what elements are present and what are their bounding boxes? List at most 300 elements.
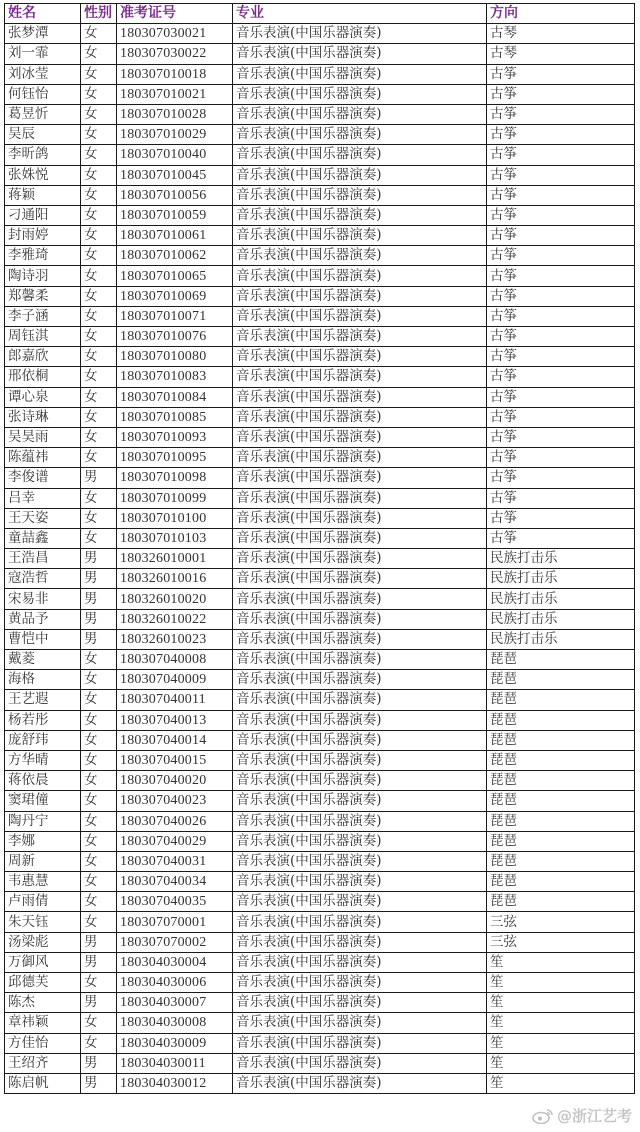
table-row	[5, 1033, 635, 1053]
table-row	[5, 1073, 635, 1093]
cell-exam-id: 180307010100	[117, 508, 233, 528]
cell-major: 音乐表演(中国乐器演奏)	[233, 690, 487, 710]
cell-direction: 古筝	[487, 528, 635, 548]
table-row	[5, 872, 635, 892]
cell-major: 音乐表演(中国乐器演奏)	[233, 64, 487, 84]
cell-major: 音乐表演(中国乐器演奏)	[233, 609, 487, 629]
cell-exam-id: 180307040023	[117, 791, 233, 811]
cell-name: 宋易非	[5, 589, 81, 609]
cell-major: 音乐表演(中国乐器演奏)	[233, 24, 487, 44]
cell-gender: 女	[81, 104, 117, 124]
cell-gender: 男	[81, 993, 117, 1013]
cell-exam-id: 180307010099	[117, 488, 233, 508]
table-row	[5, 952, 635, 972]
cell-gender: 女	[81, 1013, 117, 1033]
cell-exam-id: 180307040013	[117, 710, 233, 730]
cell-direction: 古筝	[487, 427, 635, 447]
cell-exam-id: 180307040020	[117, 771, 233, 791]
table-row	[5, 730, 635, 750]
cell-exam-id: 180326010022	[117, 609, 233, 629]
cell-exam-id: 180307010056	[117, 185, 233, 205]
cell-gender: 女	[81, 145, 117, 165]
table-row	[5, 367, 635, 387]
cell-gender: 女	[81, 912, 117, 932]
cell-exam-id: 180307010062	[117, 246, 233, 266]
cell-major: 音乐表演(中国乐器演奏)	[233, 892, 487, 912]
cell-gender: 女	[81, 851, 117, 871]
table-row	[5, 670, 635, 690]
table-row	[5, 1013, 635, 1033]
cell-direction: 古筝	[487, 327, 635, 347]
cell-direction: 笙	[487, 1013, 635, 1033]
cell-major: 音乐表演(中国乐器演奏)	[233, 710, 487, 730]
cell-gender: 女	[81, 892, 117, 912]
cell-gender: 女	[81, 1033, 117, 1053]
cell-name: 王天姿	[5, 508, 81, 528]
cell-direction: 古筝	[487, 125, 635, 145]
cell-direction: 古筝	[487, 266, 635, 286]
cell-exam-id: 180307010059	[117, 205, 233, 225]
cell-gender: 女	[81, 407, 117, 427]
cell-name: 陈启帆	[5, 1073, 81, 1093]
cell-major: 音乐表演(中国乐器演奏)	[233, 771, 487, 791]
cell-major: 音乐表演(中国乐器演奏)	[233, 549, 487, 569]
cell-gender: 女	[81, 448, 117, 468]
watermark	[532, 1105, 632, 1126]
cell-name: 张诗琳	[5, 407, 81, 427]
cell-major: 音乐表演(中国乐器演奏)	[233, 468, 487, 488]
cell-major: 音乐表演(中国乐器演奏)	[233, 125, 487, 145]
cell-gender: 女	[81, 246, 117, 266]
cell-major: 音乐表演(中国乐器演奏)	[233, 1073, 487, 1093]
cell-exam-id: 180307040011	[117, 690, 233, 710]
cell-name: 吕幸	[5, 488, 81, 508]
cell-gender: 女	[81, 266, 117, 286]
table-row	[5, 407, 635, 427]
cell-exam-id: 180304030008	[117, 1013, 233, 1033]
cell-gender: 男	[81, 609, 117, 629]
header-major: 专业	[233, 4, 487, 24]
table-row	[5, 387, 635, 407]
cell-direction: 笙	[487, 1053, 635, 1073]
cell-exam-id: 180307010103	[117, 528, 233, 548]
cell-exam-id: 180307040029	[117, 831, 233, 851]
table-row	[5, 205, 635, 225]
cell-major: 音乐表演(中国乐器演奏)	[233, 84, 487, 104]
cell-exam-id: 180304030007	[117, 993, 233, 1013]
cell-name: 郎嘉欣	[5, 347, 81, 367]
cell-exam-id: 180304030004	[117, 952, 233, 972]
cell-exam-id: 180307040031	[117, 851, 233, 871]
cell-major: 音乐表演(中国乐器演奏)	[233, 145, 487, 165]
table-row	[5, 851, 635, 871]
cell-major: 音乐表演(中国乐器演奏)	[233, 912, 487, 932]
cell-major: 音乐表演(中国乐器演奏)	[233, 569, 487, 589]
cell-gender: 女	[81, 427, 117, 447]
table-row	[5, 993, 635, 1013]
cell-name: 陈杰	[5, 993, 81, 1013]
cell-major: 音乐表演(中国乐器演奏)	[233, 750, 487, 770]
cell-exam-id: 180307010076	[117, 327, 233, 347]
table-row	[5, 64, 635, 84]
table-row	[5, 609, 635, 629]
cell-name: 郑馨柔	[5, 286, 81, 306]
table-row	[5, 327, 635, 347]
header-name: 姓名	[5, 4, 81, 24]
cell-major: 音乐表演(中国乐器演奏)	[233, 791, 487, 811]
cell-direction: 民族打击乐	[487, 629, 635, 649]
cell-direction: 古筝	[487, 448, 635, 468]
table-row	[5, 24, 635, 44]
table-row	[5, 104, 635, 124]
cell-name: 戴菱	[5, 650, 81, 670]
table-row	[5, 44, 635, 64]
table-row	[5, 831, 635, 851]
cell-major: 音乐表演(中国乐器演奏)	[233, 528, 487, 548]
cell-name: 朱天钰	[5, 912, 81, 932]
cell-name: 李雅琦	[5, 246, 81, 266]
cell-direction: 琵琶	[487, 851, 635, 871]
cell-exam-id: 180304030006	[117, 973, 233, 993]
cell-gender: 女	[81, 347, 117, 367]
cell-name: 陈蕴祎	[5, 448, 81, 468]
cell-name: 王浩昌	[5, 549, 81, 569]
header-direction: 方向	[487, 4, 635, 24]
cell-name: 蒋颖	[5, 185, 81, 205]
cell-gender: 女	[81, 286, 117, 306]
cell-major: 音乐表演(中国乐器演奏)	[233, 205, 487, 225]
cell-exam-id: 180307010098	[117, 468, 233, 488]
cell-direction: 琵琶	[487, 791, 635, 811]
cell-exam-id: 180307040014	[117, 730, 233, 750]
cell-name: 寇浩哲	[5, 569, 81, 589]
cell-name: 万御风	[5, 952, 81, 972]
cell-direction: 笙	[487, 1033, 635, 1053]
cell-direction: 古琴	[487, 44, 635, 64]
table-row	[5, 125, 635, 145]
cell-direction: 古筝	[487, 508, 635, 528]
cell-gender: 男	[81, 569, 117, 589]
cell-exam-id: 180307010095	[117, 448, 233, 468]
cell-direction: 古筝	[487, 387, 635, 407]
cell-exam-id: 180307010061	[117, 226, 233, 246]
cell-major: 音乐表演(中国乐器演奏)	[233, 427, 487, 447]
table-row	[5, 468, 635, 488]
cell-exam-id: 180307010080	[117, 347, 233, 367]
cell-gender: 女	[81, 387, 117, 407]
cell-direction: 古筝	[487, 226, 635, 246]
cell-exam-id: 180307010018	[117, 64, 233, 84]
table-row	[5, 347, 635, 367]
table-row	[5, 710, 635, 730]
cell-gender: 女	[81, 226, 117, 246]
cell-major: 音乐表演(中国乐器演奏)	[233, 347, 487, 367]
table-row	[5, 226, 635, 246]
cell-gender: 女	[81, 306, 117, 326]
table-header-row	[5, 4, 635, 24]
cell-name: 童喆鑫	[5, 528, 81, 548]
cell-name: 封雨婷	[5, 226, 81, 246]
cell-major: 音乐表演(中国乐器演奏)	[233, 508, 487, 528]
cell-gender: 女	[81, 84, 117, 104]
table-row	[5, 791, 635, 811]
table-row	[5, 690, 635, 710]
cell-name: 葛昱忻	[5, 104, 81, 124]
table-row	[5, 145, 635, 165]
cell-major: 音乐表演(中国乐器演奏)	[233, 872, 487, 892]
cell-exam-id: 180304030011	[117, 1053, 233, 1073]
cell-gender: 男	[81, 468, 117, 488]
cell-gender: 女	[81, 710, 117, 730]
cell-major: 音乐表演(中国乐器演奏)	[233, 1033, 487, 1053]
cell-name: 刘冰莹	[5, 64, 81, 84]
cell-direction: 琵琶	[487, 710, 635, 730]
cell-major: 音乐表演(中国乐器演奏)	[233, 993, 487, 1013]
cell-major: 音乐表演(中国乐器演奏)	[233, 589, 487, 609]
cell-direction: 三弦	[487, 912, 635, 932]
table-row	[5, 528, 635, 548]
cell-direction: 民族打击乐	[487, 569, 635, 589]
cell-exam-id: 180307030022	[117, 44, 233, 64]
cell-name: 邢依桐	[5, 367, 81, 387]
table-row	[5, 266, 635, 286]
cell-gender: 男	[81, 1073, 117, 1093]
cell-gender: 女	[81, 125, 117, 145]
cell-direction: 琵琶	[487, 670, 635, 690]
cell-gender: 女	[81, 811, 117, 831]
cell-exam-id: 180307040008	[117, 650, 233, 670]
cell-gender: 女	[81, 831, 117, 851]
cell-major: 音乐表演(中国乐器演奏)	[233, 327, 487, 347]
cell-direction: 古筝	[487, 367, 635, 387]
cell-major: 音乐表演(中国乐器演奏)	[233, 831, 487, 851]
cell-gender: 男	[81, 549, 117, 569]
roster-sheet	[4, 3, 634, 1094]
cell-direction: 笙	[487, 1073, 635, 1093]
cell-exam-id: 180307040034	[117, 872, 233, 892]
cell-name: 李昕鸽	[5, 145, 81, 165]
cell-direction: 琵琶	[487, 831, 635, 851]
cell-direction: 古筝	[487, 84, 635, 104]
cell-exam-id: 180307010085	[117, 407, 233, 427]
cell-name: 方佳怡	[5, 1033, 81, 1053]
cell-exam-id: 180307070002	[117, 932, 233, 952]
cell-major: 音乐表演(中国乐器演奏)	[233, 1013, 487, 1033]
cell-name: 刁通阳	[5, 205, 81, 225]
cell-major: 音乐表演(中国乐器演奏)	[233, 730, 487, 750]
cell-name: 庞舒玮	[5, 730, 81, 750]
cell-gender: 女	[81, 24, 117, 44]
cell-direction: 琵琶	[487, 650, 635, 670]
cell-exam-id: 180307010083	[117, 367, 233, 387]
table-row	[5, 912, 635, 932]
cell-major: 音乐表演(中国乐器演奏)	[233, 266, 487, 286]
table-row	[5, 448, 635, 468]
cell-gender: 女	[81, 730, 117, 750]
cell-exam-id: 180307040009	[117, 670, 233, 690]
cell-direction: 古筝	[487, 407, 635, 427]
cell-gender: 女	[81, 872, 117, 892]
cell-direction: 笙	[487, 952, 635, 972]
cell-direction: 民族打击乐	[487, 589, 635, 609]
table-row	[5, 165, 635, 185]
cell-direction: 古筝	[487, 165, 635, 185]
cell-major: 音乐表演(中国乐器演奏)	[233, 104, 487, 124]
cell-gender: 女	[81, 791, 117, 811]
cell-gender: 女	[81, 205, 117, 225]
table-row	[5, 427, 635, 447]
cell-direction: 民族打击乐	[487, 609, 635, 629]
cell-major: 音乐表演(中国乐器演奏)	[233, 932, 487, 952]
cell-major: 音乐表演(中国乐器演奏)	[233, 811, 487, 831]
cell-direction: 笙	[487, 993, 635, 1013]
cell-direction: 琵琶	[487, 892, 635, 912]
cell-exam-id: 180304030009	[117, 1033, 233, 1053]
table-row	[5, 488, 635, 508]
cell-major: 音乐表演(中国乐器演奏)	[233, 448, 487, 468]
table-row	[5, 1053, 635, 1073]
cell-gender: 男	[81, 1053, 117, 1073]
cell-major: 音乐表演(中国乐器演奏)	[233, 488, 487, 508]
cell-exam-id: 180307030021	[117, 24, 233, 44]
cell-major: 音乐表演(中国乐器演奏)	[233, 44, 487, 64]
header-exam-id: 准考证号	[117, 4, 233, 24]
cell-major: 音乐表演(中国乐器演奏)	[233, 851, 487, 871]
cell-name: 谭心泉	[5, 387, 81, 407]
table-row	[5, 973, 635, 993]
cell-major: 音乐表演(中国乐器演奏)	[233, 286, 487, 306]
table-body	[5, 24, 635, 1094]
cell-direction: 古筝	[487, 286, 635, 306]
cell-direction: 古筝	[487, 145, 635, 165]
cell-name: 杨若彤	[5, 710, 81, 730]
cell-name: 王艺遐	[5, 690, 81, 710]
cell-gender: 女	[81, 973, 117, 993]
table-row	[5, 185, 635, 205]
admission-roster-table	[4, 3, 635, 1094]
cell-gender: 男	[81, 589, 117, 609]
cell-exam-id: 180307010084	[117, 387, 233, 407]
cell-exam-id: 180307010069	[117, 286, 233, 306]
cell-gender: 男	[81, 629, 117, 649]
cell-major: 音乐表演(中国乐器演奏)	[233, 226, 487, 246]
cell-name: 蒋依晨	[5, 771, 81, 791]
cell-direction: 古筝	[487, 468, 635, 488]
cell-direction: 古筝	[487, 205, 635, 225]
cell-direction: 古筝	[487, 64, 635, 84]
cell-gender: 女	[81, 528, 117, 548]
table-row	[5, 932, 635, 952]
cell-direction: 古筝	[487, 347, 635, 367]
cell-name: 吴昊雨	[5, 427, 81, 447]
cell-name: 窦珺僮	[5, 791, 81, 811]
cell-major: 音乐表演(中国乐器演奏)	[233, 306, 487, 326]
cell-exam-id: 180307010071	[117, 306, 233, 326]
cell-name: 韦惠慧	[5, 872, 81, 892]
cell-major: 音乐表演(中国乐器演奏)	[233, 650, 487, 670]
cell-gender: 女	[81, 508, 117, 528]
table-row	[5, 589, 635, 609]
table-row	[5, 246, 635, 266]
cell-gender: 女	[81, 670, 117, 690]
table-row	[5, 892, 635, 912]
cell-exam-id: 180307010028	[117, 104, 233, 124]
cell-exam-id: 180307010093	[117, 427, 233, 447]
table-row	[5, 84, 635, 104]
cell-major: 音乐表演(中国乐器演奏)	[233, 973, 487, 993]
cell-major: 音乐表演(中国乐器演奏)	[233, 367, 487, 387]
cell-name: 张姝悦	[5, 165, 81, 185]
cell-direction: 古筝	[487, 488, 635, 508]
cell-direction: 琵琶	[487, 771, 635, 791]
cell-major: 音乐表演(中国乐器演奏)	[233, 952, 487, 972]
table-row	[5, 569, 635, 589]
cell-name: 刘一霏	[5, 44, 81, 64]
cell-major: 音乐表演(中国乐器演奏)	[233, 1053, 487, 1073]
cell-exam-id: 180307010045	[117, 165, 233, 185]
cell-gender: 女	[81, 185, 117, 205]
cell-gender: 女	[81, 165, 117, 185]
cell-gender: 女	[81, 650, 117, 670]
cell-name: 章祎颖	[5, 1013, 81, 1033]
watermark-text: @浙江艺考	[556, 1107, 632, 1125]
table-row	[5, 549, 635, 569]
cell-gender: 女	[81, 488, 117, 508]
cell-exam-id: 180307070001	[117, 912, 233, 932]
table-row	[5, 771, 635, 791]
cell-major: 音乐表演(中国乐器演奏)	[233, 407, 487, 427]
cell-name: 方华晴	[5, 750, 81, 770]
cell-exam-id: 180326010016	[117, 569, 233, 589]
cell-direction: 琵琶	[487, 811, 635, 831]
cell-exam-id: 180326010001	[117, 549, 233, 569]
cell-gender: 女	[81, 327, 117, 347]
cell-exam-id: 180307040026	[117, 811, 233, 831]
table-row	[5, 306, 635, 326]
cell-direction: 古筝	[487, 306, 635, 326]
table-row	[5, 750, 635, 770]
cell-direction: 三弦	[487, 932, 635, 952]
cell-direction: 琵琶	[487, 730, 635, 750]
weibo-icon	[532, 1108, 554, 1124]
cell-name: 海格	[5, 670, 81, 690]
cell-name: 卢雨倩	[5, 892, 81, 912]
header-gender: 性别	[81, 4, 117, 24]
cell-direction: 古筝	[487, 185, 635, 205]
cell-name: 李娜	[5, 831, 81, 851]
cell-direction: 笙	[487, 973, 635, 993]
cell-name: 吴辰	[5, 125, 81, 145]
table-row	[5, 650, 635, 670]
cell-gender: 女	[81, 44, 117, 64]
cell-major: 音乐表演(中国乐器演奏)	[233, 670, 487, 690]
cell-major: 音乐表演(中国乐器演奏)	[233, 185, 487, 205]
cell-name: 邱德芙	[5, 973, 81, 993]
cell-major: 音乐表演(中国乐器演奏)	[233, 165, 487, 185]
cell-exam-id: 180326010020	[117, 589, 233, 609]
cell-gender: 男	[81, 952, 117, 972]
cell-name: 汤梁彪	[5, 932, 81, 952]
cell-gender: 女	[81, 64, 117, 84]
cell-name: 何钰怡	[5, 84, 81, 104]
cell-exam-id: 180307040035	[117, 892, 233, 912]
table-row	[5, 629, 635, 649]
cell-direction: 琵琶	[487, 872, 635, 892]
cell-exam-id: 180307010029	[117, 125, 233, 145]
cell-name: 陶丹宁	[5, 811, 81, 831]
table-row	[5, 811, 635, 831]
cell-exam-id: 180307010021	[117, 84, 233, 104]
